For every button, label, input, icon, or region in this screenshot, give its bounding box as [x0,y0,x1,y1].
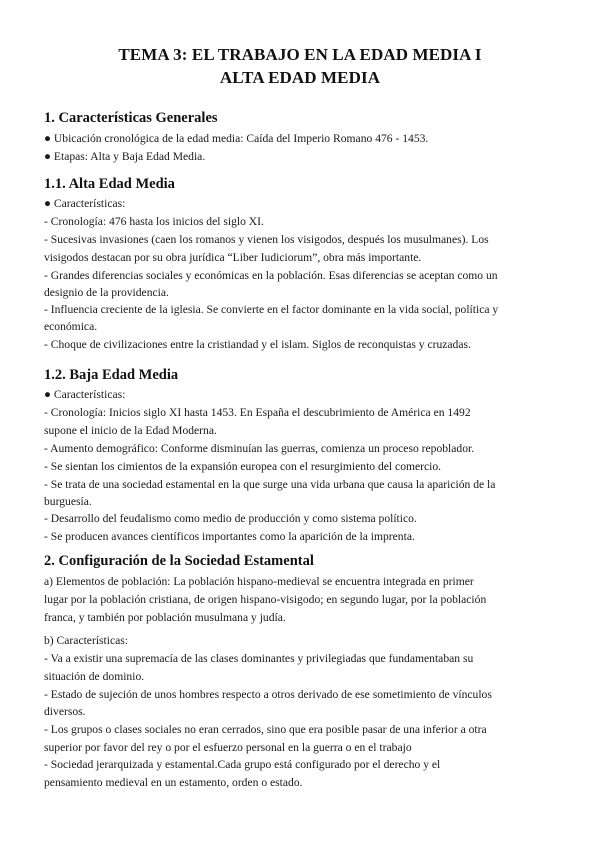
text-line: superior por favor del rey o por el esfuerzo personal en la guerra o en el trabajo [44,741,412,754]
text-line: - Choque de civilizaciones entre la cristiandad y el islam. Siglos de reconquistas y cruzadas. [44,338,471,351]
section-heading: 1. Características Generales [44,110,218,126]
text-line: diversos. [44,705,86,718]
text-line: lugar por la población cristiana, de origen hispano-visigodo; en segundo lugar, por la población [44,593,487,606]
text-line: - Se trata de una sociedad estamental en la que surge una vida urbana que causa la aparición de la [44,478,496,491]
text-line: - Sucesivas invasiones (caen los romanos y vienen los visigodos, después los musulmanes). Los [44,233,489,246]
text-line: supone el inicio de la Edad Moderna. [44,424,217,437]
text-line: - Influencia creciente de la iglesia. Se convierte en el factor dominante en la vida social, política y [44,303,499,316]
text-line: - Los grupos o clases sociales no eran cerrados, sino que era posible pasar de una inferior a otra [44,723,487,736]
text-line: - Estado de sujeción de unos hombres respecto a otros derivado de ese sometimiento de vínculos [44,688,492,701]
document-title-line-2: ALTA EDAD MEDIA [219,68,381,87]
text-line: - Sociedad jerarquizada y estamental.Cada grupo está configurado por el derecho y el [44,758,441,771]
document-title-line-1: TEMA 3: EL TRABAJO EN LA EDAD MEDIA I [118,45,482,64]
text-line: - Va a existir una supremacía de las clases dominantes y privilegiadas que fundamentaban su [44,652,474,665]
text-line: franca, y también por población musulmana y judía. [44,611,286,624]
text-line: - Desarrollo del feudalismo como medio de producción y como sistema político. [44,512,417,525]
text-line: visigodos destacan por su obra jurídica “Liber Iudiciorum”, obra más importante. [44,251,422,264]
text-line: burguesía. [44,495,92,508]
section-heading: 2. Configuración de la Sociedad Estamental [44,553,314,569]
text-line: b) Características: [44,634,129,647]
text-line: económica. [44,320,98,333]
text-line: - Cronología: Inicios siglo XI hasta 1453. En España el descubrimiento de América en 1492 [44,406,471,419]
text-line: pensamiento medieval en un estamento, orden o estado. [44,776,303,789]
text-line: ● Características: [44,388,126,401]
text-line: designio de la providencia. [44,286,169,299]
text-line: - Se producen avances científicos importantes como la aparición de la imprenta. [44,530,415,543]
text-line: - Aumento demográfico: Conforme disminuían las guerras, comienza un proceso repoblador. [44,442,475,455]
section-heading: 1.2. Baja Edad Media [44,367,179,383]
text-line: - Grandes diferencias sociales y económicas en la población. Esas diferencias se aceptan como un [44,269,498,282]
text-line: - Se sientan los cimientos de la expansión europea con el resurgimiento del comercio. [44,460,442,473]
text-line: a) Elementos de población: La población hispano-medieval se encuentra integrada en primer [44,575,474,588]
text-line: ● Etapas: Alta y Baja Edad Media. [44,150,206,163]
text-line: situación de dominio. [44,670,145,683]
section-heading: 1.1. Alta Edad Media [44,176,175,192]
text-line: ● Características: [44,197,126,210]
text-line: - Cronología: 476 hasta los inicios del siglo XI. [44,215,264,228]
text-line: ● Ubicación cronológica de la edad media: Caída del Imperio Romano 476 - 1453. [44,132,429,145]
